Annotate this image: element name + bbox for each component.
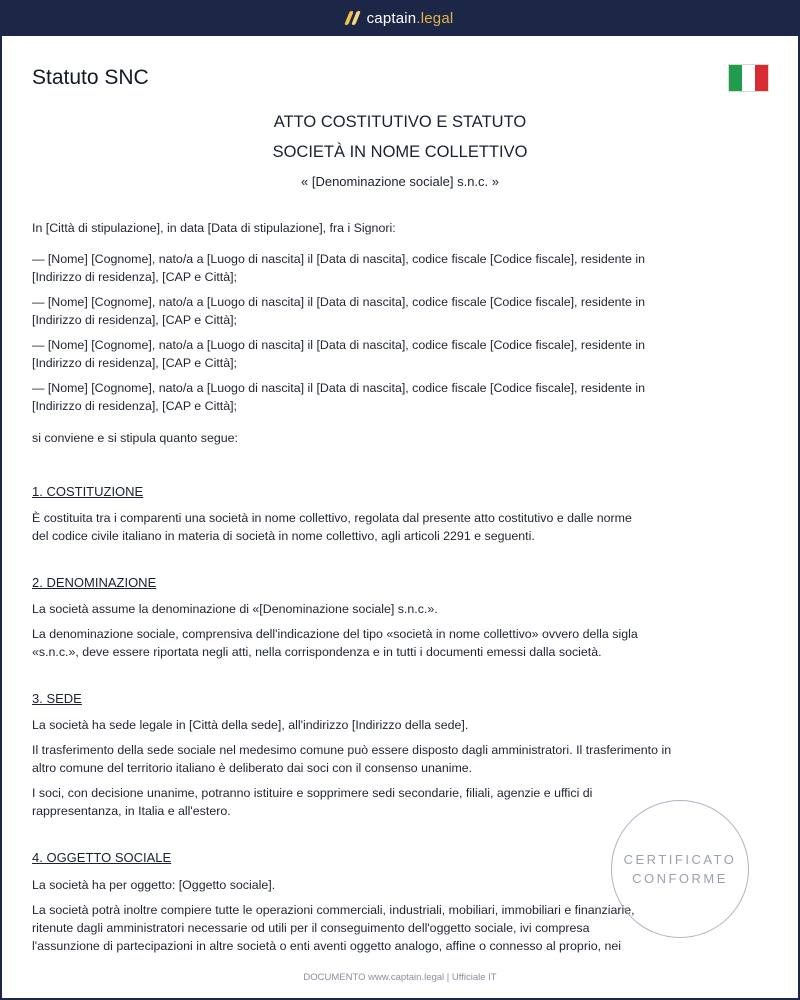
section-paragraph: I soci, con decisione unanime, potranno istituire e sopprimere sedi secondarie, filiali, agenzie e uffici di rappresentanza, in Italia e all'estero. [32,786,593,818]
stamp-line-2: CONFORME [632,871,728,886]
section-heading-costituzione: 1. COSTITUZIONE [32,484,144,499]
top-bar [0,0,800,36]
company-name-placeholder: « [Denominazione sociale] s.n.c. » [301,174,499,189]
document-title-line-1: ATTO COSTITUTIVO E STATUTO [273,113,527,131]
section-paragraph: La società ha per oggetto: [Oggetto sociale]. [32,878,276,892]
document-footer: DOCUMENTO www.captain.legal | Ufficiale IT [303,972,497,983]
document-type-title: Statuto SNC [32,66,149,89]
section-heading-sede: 3. SEDE [32,691,82,706]
section-paragraph: La società potrà inoltre compiere tutte le operazioni commerciali, industriali, mobiliari, immobiliari e finanziarie, ritenute dagli amministratori necessarie od utili per il conseguimento dell'oggetto sociale, ivi compresa l'assunzione di partecipazioni in altre società o enti aventi oggetto analogo, affine o connesso al proprio, nei [32,903,635,953]
partner-entry: — [Nome] [Cognome], nato/a a [Luogo di nascita] il [Data di nascita], codice fiscale [Codice fiscale], residente in [Indirizzo di residenza], [CAP e Città]; [32,295,645,327]
section-paragraph: La società ha sede legale in [Città della sede], all'indirizzo [Indirizzo della sede]. [32,718,469,732]
italy-flag-icon [728,64,769,92]
section-paragraph: La società assume la denominazione di «[Denominazione sociale] s.n.c.». [32,602,438,616]
section-heading-oggetto-sociale: 4. OGGETTO SOCIALE [32,850,172,865]
brand-logo[interactable] [347,10,454,27]
stamp-line-1: CERTIFICATO [623,852,737,867]
section-paragraph: La denominazione sociale, comprensiva dell'indicazione del tipo «società in nome collettivo» ovvero della sigla «s.n.c.», deve essere riportata negli atti, nella corrispondenza e in tutti i documenti emessi dalla società. [32,627,638,659]
document-page [2,36,798,998]
intro-paragraph: In [Città di stipulazione], in data [Data di stipulazione], fra i Signori: [32,221,396,235]
section-paragraph: È costituita tra i comparenti una società in nome collettivo, regolata dal presente atto costitutivo e dalle norme del codice civile italiano in materia di società in nome collettivo, agli articoli 2291 e seguenti. [32,511,632,543]
partner-entry: — [Nome] [Cognome], nato/a a [Luogo di nascita] il [Data di nascita], codice fiscale [Codice fiscale], residente in [Indirizzo di residenza], [CAP e Città]; [32,338,645,370]
document-title-line-2: SOCIETÀ IN NOME COLLETTIVO [272,143,528,161]
section-paragraph: Il trasferimento della sede sociale nel medesimo comune può essere disposto dagli amministratori. Il trasferimento in altro comune del territorio italiano è deliberato dai soci con il consenso unanime. [32,743,672,775]
partner-entry: — [Nome] [Cognome], nato/a a [Luogo di nascita] il [Data di nascita], codice fiscale [Codice fiscale], residente in [Indirizzo di residenza], [CAP e Città]; [32,381,645,413]
brand-name: captain.legal [366,9,454,27]
agreement-paragraph: si conviene e si stipula quanto segue: [32,431,238,445]
certificate-stamp [611,800,749,938]
section-heading-denominazione: 2. DENOMINAZIONE [32,575,157,590]
brand-mark-icon [344,11,361,25]
partner-entry: — [Nome] [Cognome], nato/a a [Luogo di nascita] il [Data di nascita], codice fiscale [Codice fiscale], residente in [Indirizzo di residenza], [CAP e Città]; [32,252,645,284]
